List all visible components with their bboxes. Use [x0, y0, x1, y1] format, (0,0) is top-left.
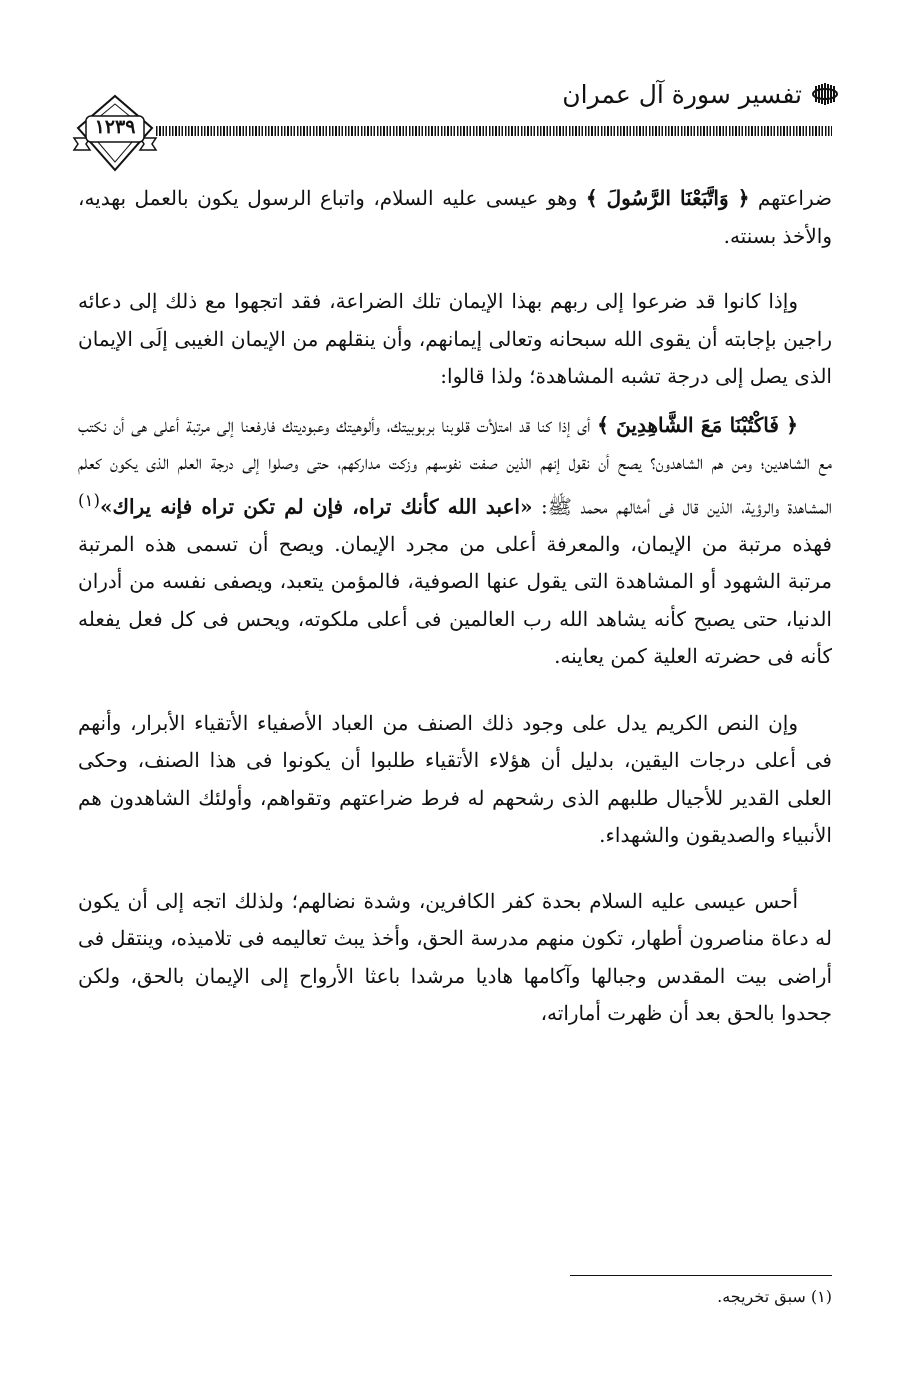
- body-text: [78, 180, 832, 1033]
- text-span: وهو عيسى عليه السلام، واتباع الرسول يكون بالعمل بهديه، والأخذ بسنته.: [78, 186, 832, 248]
- footnote-divider: [570, 1275, 832, 1276]
- paragraph-3: [78, 407, 832, 676]
- footnote: (١) سبق تخريجه.: [717, 1287, 832, 1306]
- paragraph-5: أحس عيسى عليه السلام بحدة كفر الكافرين، وشدة نضالهم؛ ولذلك اتجه إلى أن يكون له دعاة مناصرون أطهار، تكون منهم مدرسة الحق، وأخذ يبث تعاليمه فى تلاميذه، وينتقل فى أراضى بيت المقدس وجبالها وآكامها هاديا مرشدا باعثا الأرواح إلى الإيمان بالحق، ولكن جحدوا بالحق بعد أن ظهرت أماراته،: [78, 888, 832, 1026]
- paragraph-4: وإن النص الكريم يدل على وجود ذلك الصنف من العباد الأصفياء الأتقياء الأبرار، وأنهم فى أعلى درجات اليقين، بدليل أن هؤلاء الأتقياء طلبوا أن يكونوا فى هذا الصنف، وحكى العلى القدير للأجيال طلبهم الذى رشحهم له فرط ضراعتهم وتقواهم، وأولئك الشاهدون هم الأنبياء والصديقون والشهداء.: [78, 710, 832, 848]
- ornament-icon: [812, 82, 840, 106]
- page-title: تفسير سورة آل عمران: [562, 80, 802, 109]
- header-rule: [156, 126, 832, 136]
- quran-verse: ﴿ فَاكْتُبْنَا مَعَ الشَّاهِدِينَ ﴾: [597, 412, 798, 437]
- page-number: ١٢٣٩: [94, 116, 136, 138]
- page-header: [72, 70, 840, 180]
- paragraph-2: وإذا كانوا قد ضرعوا إلى ربهم بهذا الإيمان تلك الضراعة، فقد اتجهوا مع ذلك إلى دعائه راجين بإجابته أن يقوى الله سبحانه وتعالى إيمانهم، وأن ينقلهم من الإيمان الغيبى إلَى الإيمان الذى يصل إلى درجة تشبه المشاهدة؛ ولذا قالوا:: [78, 289, 832, 388]
- hadith-quote: «اعبد الله كأنك تراه، فإن لم تكن تراه فإنه يراك»: [99, 494, 533, 519]
- text-span: أى إذا كنا قد امتلأت قلوبنا بربوبيتك، وألوهيتك وعبوديتك فارفعنا إلى مرتبة أعلى هى أن نكتب مع الشاهدين؛ ومن هم الشاهدون؟ يصح أن نقول إنهم الذين صفت نفوسهم وزكت مداركهم، حتى وصلوا إلى درجة العلم الذى يكون كعلم المشاهدة والرؤية، الذين قال فى أمثالهم محمد ﷺ:: [78, 412, 832, 519]
- text-span: ضراعتهم: [749, 186, 833, 210]
- footnote-marker: (١): [78, 490, 100, 510]
- quran-verse: ﴿ وَاتَّبَعْنَا الرَّسُولَ ﴾: [585, 186, 750, 210]
- paragraph-1: [78, 180, 832, 255]
- page-number-badge: [72, 90, 158, 174]
- text-span: فهذه مرتبة من الإيمان، والمعرفة أعلى من مجرد الإيمان. ويصح أن تسمى هذه المرتبة مرتبة الشهود أو المشاهدة التى يقول عنها الصوفية، فالمؤمن يتعبد، ويصفى نفسه من أدران الدنيا، حتى يصبح كأنه يشاهد الله رب العالمين فى أعلى ملكوته، ويحس فى كل فعل يفعله كأنه فى حضرته العلية كمن يعاينه.: [78, 531, 833, 669]
